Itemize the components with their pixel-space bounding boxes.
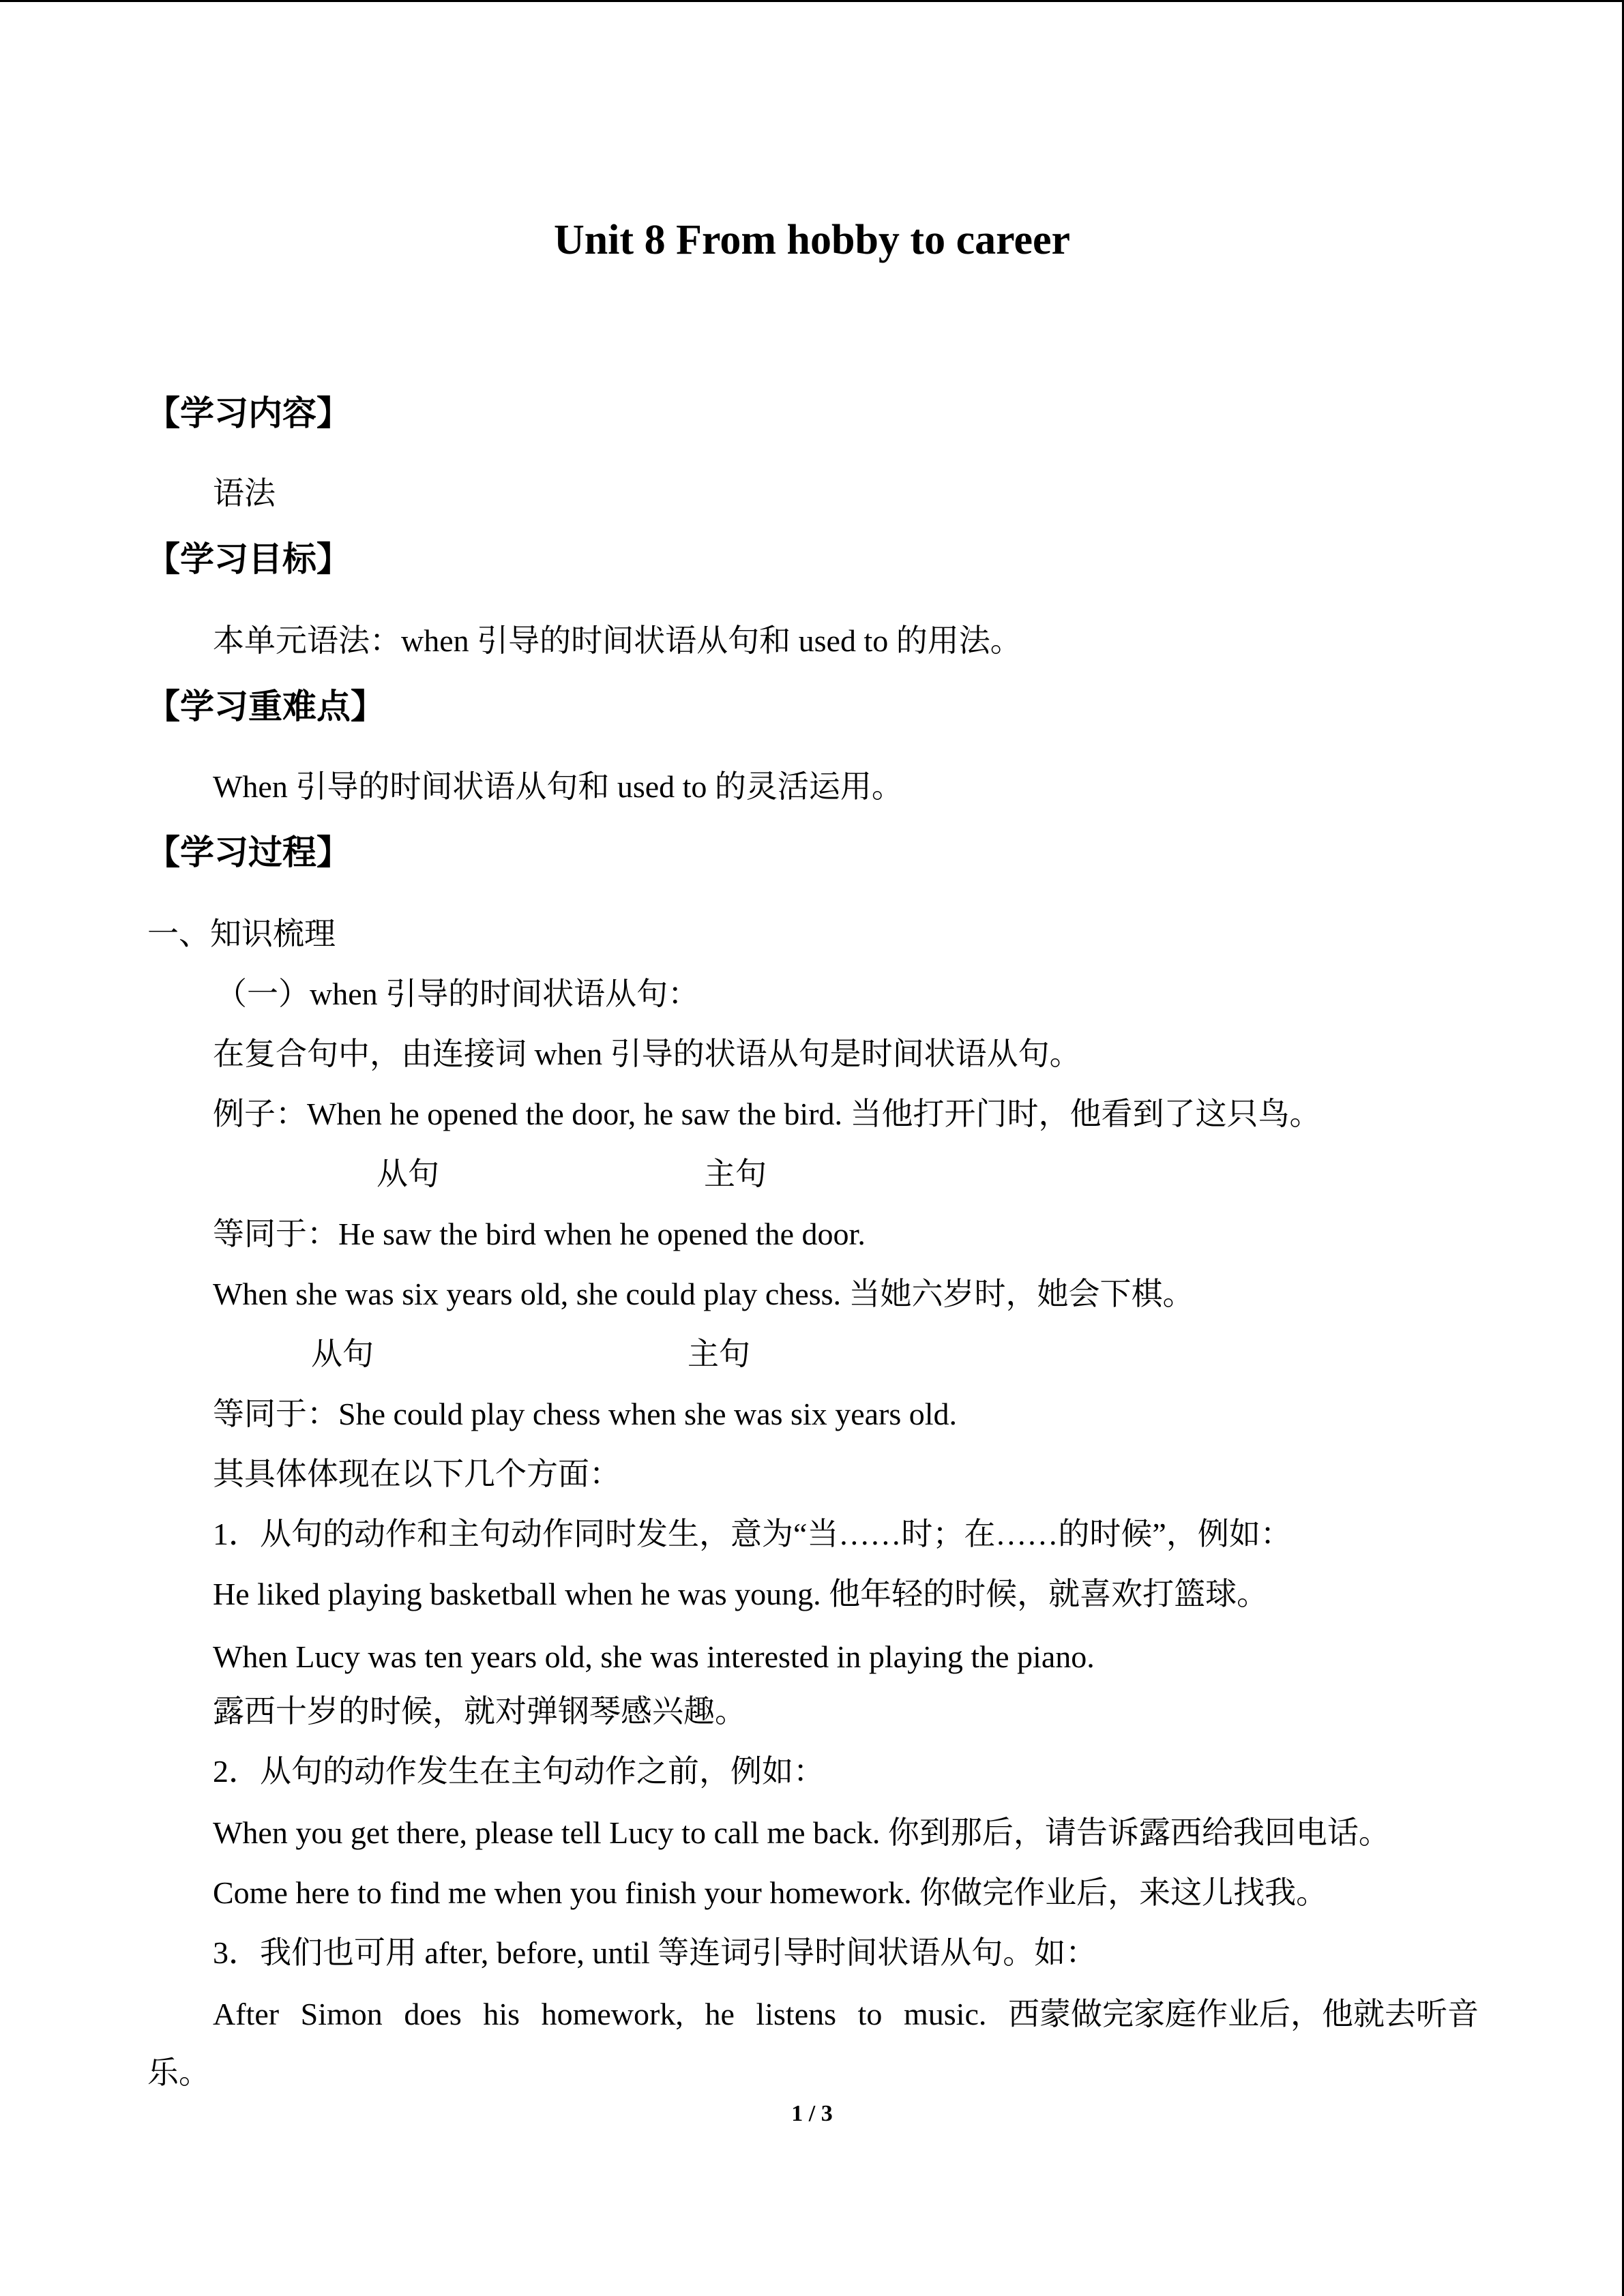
example-1-main-label: 主句 (704, 1157, 767, 1191)
page-title: Unit 8 From hobby to career (553, 217, 1071, 263)
point-2-example-2: Come here to find me when you finish your homework. 你做完作业后，来这儿找我。 (213, 1875, 1328, 1910)
example-1: 例子：When he opened the door, he saw the bird. 当他打开门时，他看到了这只鸟。 (213, 1097, 1321, 1131)
section-heading-content: 【学习内容】 (146, 393, 351, 433)
content-text: 语法 (213, 476, 276, 511)
subsection-heading: （一）when 引导的时间状语从句： (216, 976, 700, 1011)
word: music. (904, 1997, 987, 2031)
example-2-equivalent: 等同于：She could play chess when she was six years old. (213, 1397, 958, 1431)
section-heading-goal: 【学习目标】 (146, 539, 351, 579)
point-1-example-1: He liked playing basketball when he was young. 他年轻的时候，就喜欢打篮球。 (213, 1577, 1269, 1611)
aspects-intro: 其具体体现在以下几个方面： (213, 1457, 621, 1491)
word: 西蒙做完家庭作业后，他就去听音 (1007, 1997, 1479, 2031)
example-2-main-label: 主句 (688, 1337, 750, 1371)
page-number: 1 / 3 (791, 2101, 833, 2126)
word: After (213, 1997, 280, 2031)
word: to (857, 1997, 883, 2031)
word: homework, (541, 1997, 683, 2031)
word: listens (756, 1997, 837, 2031)
example-1-equivalent: 等同于：He saw the bird when he opened the door. (213, 1217, 866, 1251)
section-heading-process: 【学习过程】 (146, 833, 351, 872)
word: does (404, 1997, 462, 2031)
point-2-example-1: When you get there, please tell Lucy to call me back. 你到那后，请告诉露西给我回电话。 (213, 1815, 1390, 1850)
example-1-clause-label: 从句 (377, 1157, 439, 1191)
part-one-heading: 一、知识梳理 (147, 916, 336, 951)
goal-text: 本单元语法：when 引导的时间状语从句和 used to 的用法。 (213, 623, 1022, 658)
key-points-text: When 引导的时间状语从句和 used to 的灵活运用。 (213, 769, 903, 804)
point-3: 3．我们也可用 after, before, until 等连词引导时间状语从句。如： (213, 1935, 1097, 1970)
point-3-example-1 (213, 1993, 1479, 2036)
word: Simon (300, 1997, 383, 2031)
word: his (483, 1997, 520, 2031)
word: he (705, 1997, 735, 2031)
section-heading-key-points: 【学习重难点】 (146, 687, 385, 726)
point-1-example-2: When Lucy was ten years old, she was interested in playing the piano. (213, 1639, 1095, 1674)
point-1: 1．从句的动作和主句动作同时发生，意为“当……时；在……的时候”，例如： (213, 1517, 1292, 1551)
point-2: 2．从句的动作发生在主句动作之前，例如： (213, 1754, 825, 1789)
point-3-example-1-tail: 乐。 (147, 2055, 210, 2090)
definition-text: 在复合句中，由连接词 when 引导的状语从句是时间状语从句。 (213, 1037, 1081, 1071)
example-2: When she was six years old, she could play chess. 当她六岁时，她会下棋。 (213, 1277, 1194, 1311)
point-1-example-2-translation: 露西十岁的时候，就对弹钢琴感兴趣。 (213, 1694, 746, 1729)
example-2-clause-label: 从句 (311, 1337, 374, 1371)
